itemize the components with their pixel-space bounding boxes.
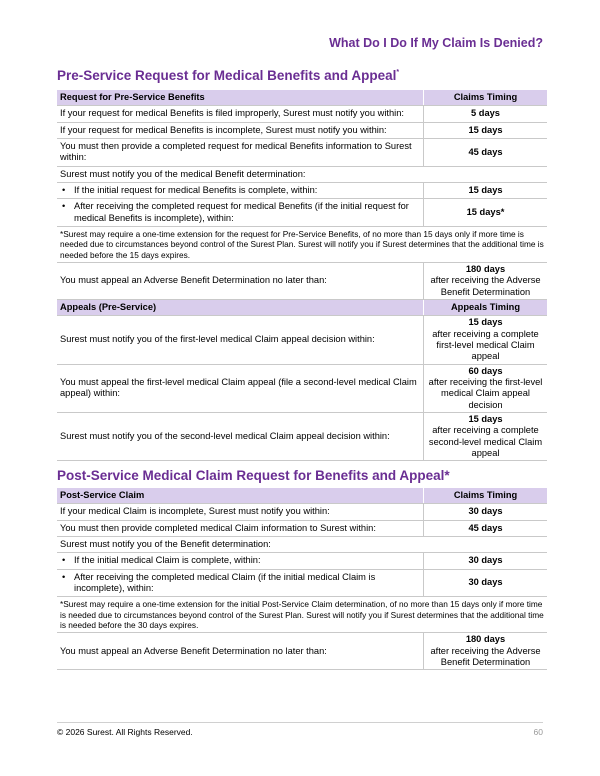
bullet-cell: [57, 569, 424, 597]
row-timing: 15 days*: [424, 199, 548, 227]
page-header-title: What Do I Do If My Claim Is Denied?: [329, 36, 543, 50]
table-row: [57, 364, 547, 412]
table-header-row: [57, 300, 547, 316]
row-timing: 30 days: [424, 553, 548, 569]
page-number: 60: [533, 727, 543, 737]
row-text: You must appeal the first-level medical Claim appeal (file a second-level medical Claim appeal) within:: [57, 364, 424, 412]
table-header-row: [57, 90, 547, 106]
bullet-text: After receiving the completed medical Claim (if the initial medical Claim is incomplete), within:: [74, 571, 376, 593]
pre-service-section-title: [57, 68, 399, 83]
row-timing: 60 days: [468, 365, 503, 376]
bullet-cell: [57, 553, 424, 569]
table-row: [57, 226, 547, 262]
row-timing-detail: after receiving the first-level medical Claim appeal decision: [428, 376, 543, 410]
row-timing: 30 days: [424, 504, 548, 520]
pre-service-title-text: Pre-Service Request for Medical Benefits and Appeal: [57, 68, 397, 83]
row-timing-cell: [424, 633, 548, 670]
table-row: [57, 106, 547, 122]
footnote: *Surest may require a one-time extension for the request for Pre-Service Benefits, of no more than 15 days only if more time is needed due to circumstances beyond control of the Surest Plan. Surest will notify you if Surest determines that the additional time is needed before the 15 days expires.: [57, 226, 547, 262]
table-header-row: [57, 488, 547, 504]
bullet-text: If the initial request for medical Benefits is complete, within:: [74, 184, 318, 195]
row-text: Surest must notify you of the first-level medical Claim appeal decision within:: [57, 316, 424, 364]
row-timing-cell: [424, 364, 548, 412]
bullet-icon: •: [62, 555, 66, 566]
bullet-cell: [57, 199, 424, 227]
row-timing: 180 days: [465, 634, 506, 645]
row-text: If your request for medical Benefits is incomplete, Surest must notify you within:: [57, 122, 424, 138]
row-timing: 30 days: [424, 569, 548, 597]
row-timing: 45 days: [424, 138, 548, 166]
row-timing: 5 days: [424, 106, 548, 122]
table-row: [57, 504, 547, 520]
bullet-text: If the initial medical Claim is complete, within:: [74, 555, 261, 566]
table-row: [57, 138, 547, 166]
bullet-icon: •: [62, 184, 66, 195]
table-row: [57, 316, 547, 364]
table-row: [57, 182, 547, 198]
row-timing: 15 days: [424, 182, 548, 198]
row-text: You must then provide completed medical Claim information to Surest within:: [57, 520, 424, 536]
table-row: [57, 536, 547, 552]
row-timing-detail: after receiving a complete second-level medical Claim appeal: [428, 425, 543, 458]
row-text: If your request for medical Benefits is filed improperly, Surest must notify you within:: [57, 106, 424, 122]
row-text: You must appeal an Adverse Benefit Determination no later than:: [57, 263, 424, 300]
column-header: Post-Service Claim: [57, 488, 424, 504]
column-header: Request for Pre-Service Benefits: [57, 90, 424, 106]
row-timing: 45 days: [424, 520, 548, 536]
page-footer: [57, 722, 543, 737]
post-service-table: [57, 488, 547, 670]
table-row: [57, 569, 547, 597]
bullet-icon: •: [62, 571, 66, 582]
table-row: [57, 263, 547, 300]
footnote: *Surest may require a one-time extension for the initial Post-Service Claim determination, of no more than 15 days only if more time is needed due to circumstances beyond control of the Surest Plan. Surest will notify you if Surest determines that the additional time is needed before the 30 days expires.: [57, 597, 547, 633]
column-header: Appeals (Pre-Service): [57, 300, 424, 316]
row-timing-cell: [424, 412, 548, 460]
column-header: Claims Timing: [424, 90, 548, 106]
row-timing-detail: after receiving the Adverse Benefit Determination: [430, 275, 541, 297]
row-text: Surest must notify you of the Benefit determination:: [57, 536, 547, 552]
table-row: [57, 597, 547, 633]
row-timing-detail: after receiving a complete first-level medical Claim appeal: [432, 328, 539, 362]
copyright-text: © 2026 Surest. All Rights Reserved.: [57, 727, 193, 737]
pre-service-title-mark: *: [396, 69, 400, 76]
table-row: [57, 520, 547, 536]
row-text: Surest must notify you of the second-level medical Claim appeal decision within:: [57, 412, 424, 460]
bullet-icon: •: [62, 201, 66, 212]
table-row: [57, 633, 547, 670]
column-header: Claims Timing: [424, 488, 548, 504]
bullet-cell: [57, 182, 424, 198]
pre-service-table: [57, 90, 547, 461]
row-timing-cell: [424, 316, 548, 364]
row-timing: 15 days: [424, 122, 548, 138]
row-text: If your medical Claim is incomplete, Surest must notify you within:: [57, 504, 424, 520]
bullet-text: After receiving the completed request for medical Benefits (if the initial request for medical Benefits is incomplete), within:: [74, 201, 409, 223]
row-timing: 15 days: [468, 317, 503, 328]
row-timing: 180 days: [465, 264, 506, 275]
table-row: [57, 553, 547, 569]
table-row: [57, 412, 547, 460]
row-timing: 15 days: [468, 413, 503, 424]
row-text: You must then provide a completed request for medical Benefits information to Surest within:: [57, 138, 424, 166]
row-text: Surest must notify you of the medical Benefit determination:: [57, 166, 547, 182]
table-row: [57, 122, 547, 138]
row-text: You must appeal an Adverse Benefit Determination no later than:: [57, 633, 424, 670]
row-timing-detail: after receiving the Adverse Benefit Determination: [430, 645, 541, 668]
column-header: Appeals Timing: [424, 300, 548, 316]
table-row: [57, 166, 547, 182]
post-service-section-title: Post-Service Medical Claim Request for Benefits and Appeal*: [57, 468, 450, 483]
table-row: [57, 199, 547, 227]
row-timing-cell: [424, 263, 548, 300]
